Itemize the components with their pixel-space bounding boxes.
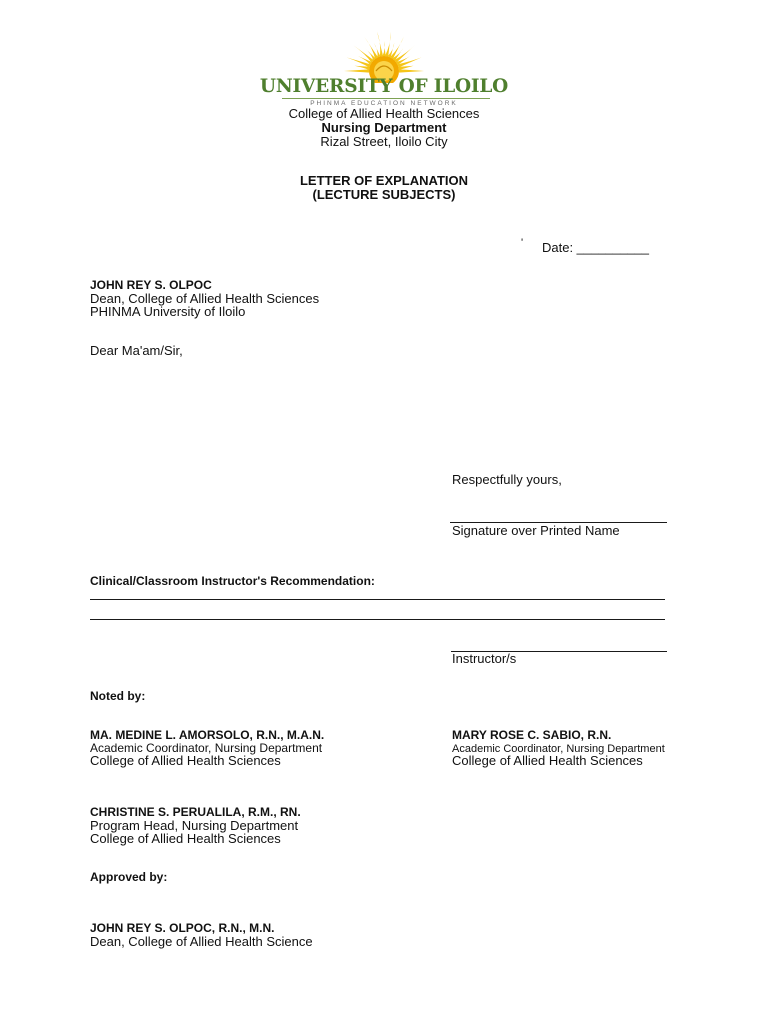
signature-label: Signature over Printed Name [452, 523, 620, 538]
salutation: Dear Ma'am/Sir, [90, 343, 183, 358]
department-name: Nursing Department [321, 120, 447, 135]
recommendation-line-1[interactable] [90, 599, 665, 600]
college-name: College of Allied Health Sciences [288, 106, 480, 121]
sun-ray [399, 69, 424, 72]
recommendation-label: Clinical/Classroom Instructor's Recommendation: [90, 574, 375, 588]
signatory-unit: College of Allied Health Sciences [90, 831, 281, 846]
signatory-position: Academic Coordinator, Nursing Department [90, 741, 323, 755]
sun-ray [344, 69, 369, 72]
approver-name: JOHN REY S. OLPOC, R.N., M.N. [90, 921, 275, 935]
sun-ray [385, 32, 391, 57]
logo-divider [282, 98, 490, 99]
signatory-unit: College of Allied Health Sciences [90, 753, 281, 768]
sun-ray [354, 66, 369, 70]
university-logo [256, 27, 512, 115]
letter-title: LETTER OF EXPLANATION [299, 173, 469, 188]
sun-logo-icon [256, 27, 512, 83]
recipient-institution: PHINMA University of Iloilo [90, 304, 246, 319]
signatory-name: MARY ROSE C. SABIO, R.N. [452, 728, 612, 742]
noted-by-label: Noted by: [90, 689, 146, 703]
recommendation-line-2[interactable] [90, 619, 665, 620]
recipient-position: Dean, College of Allied Health Sciences [90, 291, 320, 306]
closing: Respectfully yours, [452, 472, 562, 487]
signatory-unit: College of Allied Health Sciences [452, 753, 643, 768]
signatory-name: MA. MEDINE L. AMORSOLO, R.N., M.A.N. [90, 728, 325, 742]
sun-ray [346, 57, 370, 67]
sun-ray [382, 41, 385, 56]
sun-ray [394, 45, 414, 62]
date-field[interactable]: Date: __________ [542, 240, 649, 255]
instructor-label: Instructor/s [452, 651, 517, 666]
logo-network-text: PHINMA EDUCATION NETWORK [310, 100, 458, 107]
letter-body[interactable] [90, 365, 668, 465]
approver-position: Dean, College of Allied Health Science [90, 934, 313, 949]
signatory-name: CHRISTINE S. PERUALILA, R.M., RN. [90, 805, 301, 819]
address: Rizal Street, Iloilo City [320, 134, 448, 149]
logo-wordmark: UNIVERSITY OF ILOILO [259, 76, 509, 97]
signatory-position: Academic Coordinator, Nursing Department [452, 743, 665, 755]
signatory-position: Program Head, Nursing Department [90, 818, 299, 833]
letter-subtitle: (LECTURE SUBJECTS) [312, 187, 456, 202]
date-mark: ' [521, 237, 524, 249]
approved-by-label: Approved by: [90, 870, 168, 884]
recipient-name: JOHN REY S. OLPOC [90, 278, 212, 292]
